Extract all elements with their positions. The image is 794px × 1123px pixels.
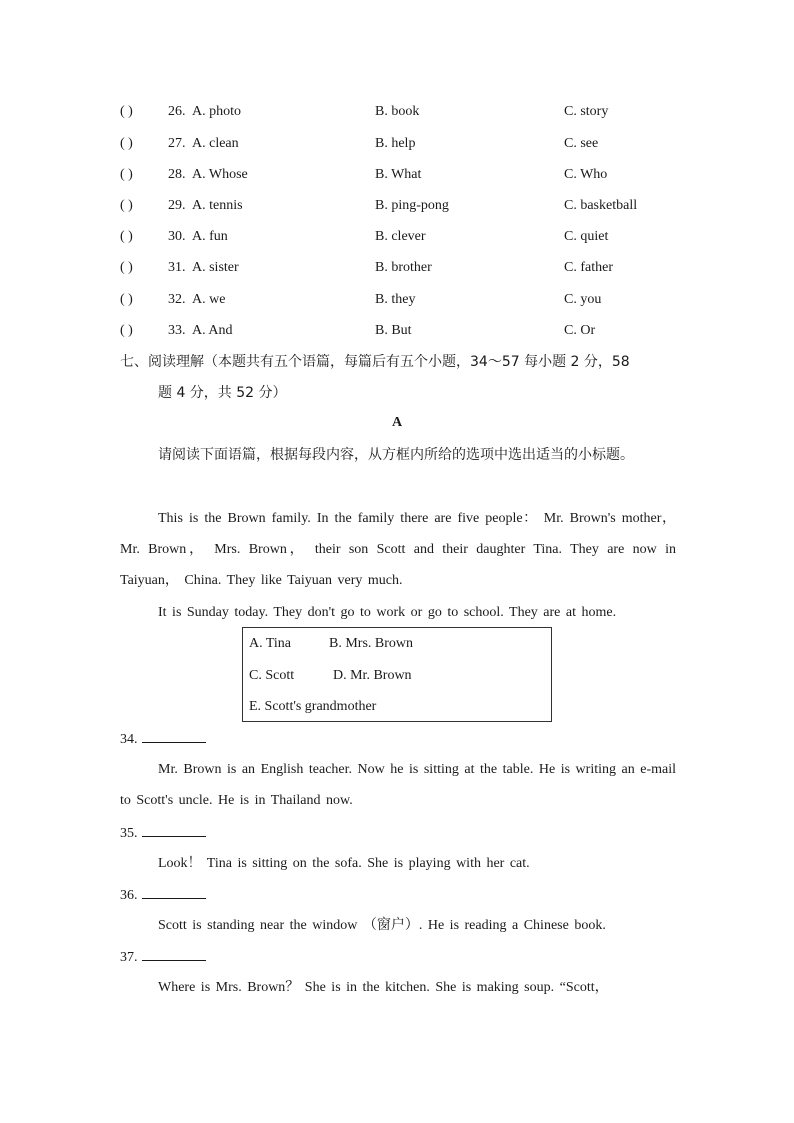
option-c: C. quiet	[564, 229, 609, 244]
question-37-text: Where is Mrs. Brown？ She is in the kitchen. She is making soup. “Scott，	[158, 980, 609, 995]
section-title	[120, 347, 680, 409]
option-b: B. clever	[375, 229, 426, 244]
intro-paragraph-2: It is Sunday today. They don't go to work or go to school. They are at home.	[158, 605, 617, 620]
answer-bracket[interactable]: ( )	[120, 323, 133, 338]
question-number: 33.	[168, 323, 186, 338]
passage-heading: A	[391, 415, 403, 430]
option-b: B. ping-pong	[375, 198, 449, 213]
option-a: A. we	[192, 292, 226, 307]
option-a: A. clean	[192, 136, 239, 151]
question-number: 35.	[120, 826, 138, 841]
choice-row	[120, 258, 680, 278]
question-35-line	[120, 822, 206, 844]
question-36-text: Scott is standing near the window （窗户）. He is reading a Chinese book.	[158, 918, 606, 933]
option-a: A. tennis	[192, 198, 243, 213]
answer-bracket[interactable]: ( )	[120, 260, 133, 275]
choice-row	[120, 321, 680, 341]
answer-bracket[interactable]: ( )	[120, 104, 133, 119]
option-b: B. But	[375, 323, 412, 338]
answer-blank[interactable]	[142, 822, 206, 837]
question-34-line	[120, 728, 206, 750]
option-e-label: E. Scott's grandmother	[249, 699, 377, 714]
option-a: A. And	[192, 323, 233, 338]
question-34-text: Mr. Brown is an English teacher. Now he is sitting at the table. He is writing an e-mail to Scott's uncle. He is in Thailand now.	[120, 762, 676, 808]
question-37-line	[120, 946, 206, 968]
question-35-text: Look！ Tina is sitting on the sofa. She is playing with her cat.	[158, 856, 530, 871]
choice-row	[120, 134, 680, 154]
answer-bracket[interactable]: ( )	[120, 292, 133, 307]
option-b-label: B. Mrs. Brown	[329, 636, 414, 651]
option-c: C. Who	[564, 167, 608, 182]
question-number: 32.	[168, 292, 186, 307]
question-number: 26.	[168, 104, 186, 119]
question-number: 37.	[120, 950, 138, 965]
answer-bracket[interactable]: ( )	[120, 229, 133, 244]
option-b: B. help	[375, 136, 416, 151]
option-c: C. Or	[564, 323, 596, 338]
option-c: C. story	[564, 104, 609, 119]
intro-paragraph: This is the Brown family. In the family there are five people： Mr. Brown's mother， Mr. Brown， Mrs. Brown， their son Scott and their daughter Tina. They are now in Taiyuan， China. They like Taiyuan very much.	[120, 511, 676, 588]
choice-row	[120, 102, 680, 122]
choice-row	[120, 290, 680, 310]
question-number: 28.	[168, 167, 186, 182]
answer-blank[interactable]	[142, 728, 206, 743]
option-a: A. sister	[192, 260, 239, 275]
choice-row	[120, 196, 680, 216]
instruction-text: 请阅读下面语篇，根据每段内容，从方框内所给的选项中选出适当的小标题。	[158, 447, 634, 463]
answer-blank[interactable]	[142, 884, 206, 899]
option-c: C. basketball	[564, 198, 638, 213]
option-a: A. photo	[192, 104, 241, 119]
question-number: 29.	[168, 198, 186, 213]
option-c-label: C. Scott	[249, 668, 295, 683]
choice-row	[120, 165, 680, 185]
option-b: B. brother	[375, 260, 432, 275]
question-number: 34.	[120, 732, 138, 747]
options-box	[242, 627, 552, 722]
option-a-label: A. Tina	[249, 636, 292, 651]
option-d-label: D. Mr. Brown	[333, 668, 412, 683]
section-title-line2: 题 4 分，共 52 分）	[158, 385, 287, 401]
answer-bracket[interactable]: ( )	[120, 136, 133, 151]
section-title-line1: 七、阅读理解（本题共有五个语篇，每篇后有五个小题，34～57 每小题 2 分，58	[120, 354, 630, 370]
option-a: A. fun	[192, 229, 228, 244]
answer-bracket[interactable]: ( )	[120, 198, 133, 213]
question-number: 36.	[120, 888, 138, 903]
option-b: B. What	[375, 167, 422, 182]
question-number: 31.	[168, 260, 186, 275]
option-b: B. they	[375, 292, 416, 307]
question-36-line	[120, 884, 206, 906]
answer-blank[interactable]	[142, 946, 206, 961]
question-number: 27.	[168, 136, 186, 151]
choice-row	[120, 227, 680, 247]
option-c: C. father	[564, 260, 613, 275]
option-c: C. see	[564, 136, 599, 151]
question-number: 30.	[168, 229, 186, 244]
option-a: A. Whose	[192, 167, 248, 182]
answer-bracket[interactable]: ( )	[120, 167, 133, 182]
option-c: C. you	[564, 292, 602, 307]
option-b: B. book	[375, 104, 420, 119]
